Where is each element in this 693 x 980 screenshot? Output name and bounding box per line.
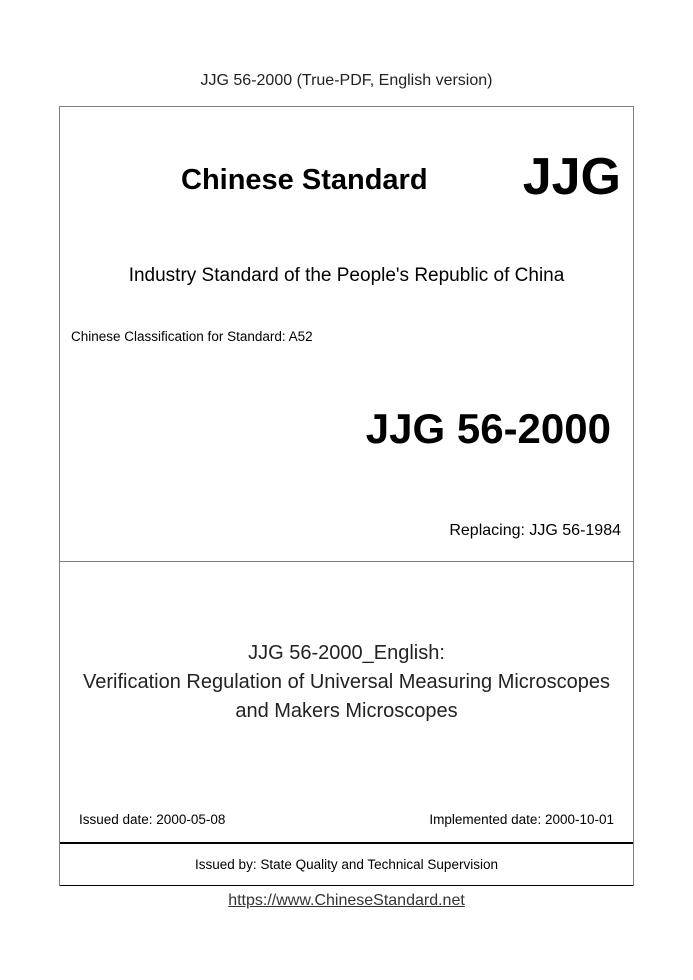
implemented-date: Implemented date: 2000-10-01 [429, 812, 614, 827]
issuer-section [60, 843, 633, 886]
document-title-line: and Makers Microscopes [235, 700, 458, 722]
replacing-label: Replacing: JJG 56-1984 [449, 522, 621, 539]
page-header-title: JJG 56-2000 (True-PDF, English version) [200, 72, 493, 89]
footer-website-link[interactable]: https://www.ChineseStandard.net [228, 892, 465, 909]
cover-title-section [60, 562, 633, 843]
brand-code: JJG [522, 148, 621, 206]
document-title-line: JJG 56-2000_English: [248, 642, 445, 664]
cover-frame [59, 106, 634, 886]
standard-number: JJG 56-2000 [365, 405, 611, 452]
classification-label: Chinese Classification for Standard: A52 [71, 329, 313, 344]
brand-name: Chinese Standard [181, 164, 428, 196]
brand-row [60, 147, 633, 217]
cover-top-section [60, 107, 633, 562]
document-title-line: Verification Regulation of Universal Measuring Microscopes [83, 671, 610, 693]
issued-by-label: Issued by: State Quality and Technical Supervision [195, 857, 498, 872]
document-title [60, 639, 633, 726]
issued-date: Issued date: 2000-05-08 [79, 812, 226, 827]
industry-standard-line: Industry Standard of the People's Republic of China [128, 265, 565, 286]
